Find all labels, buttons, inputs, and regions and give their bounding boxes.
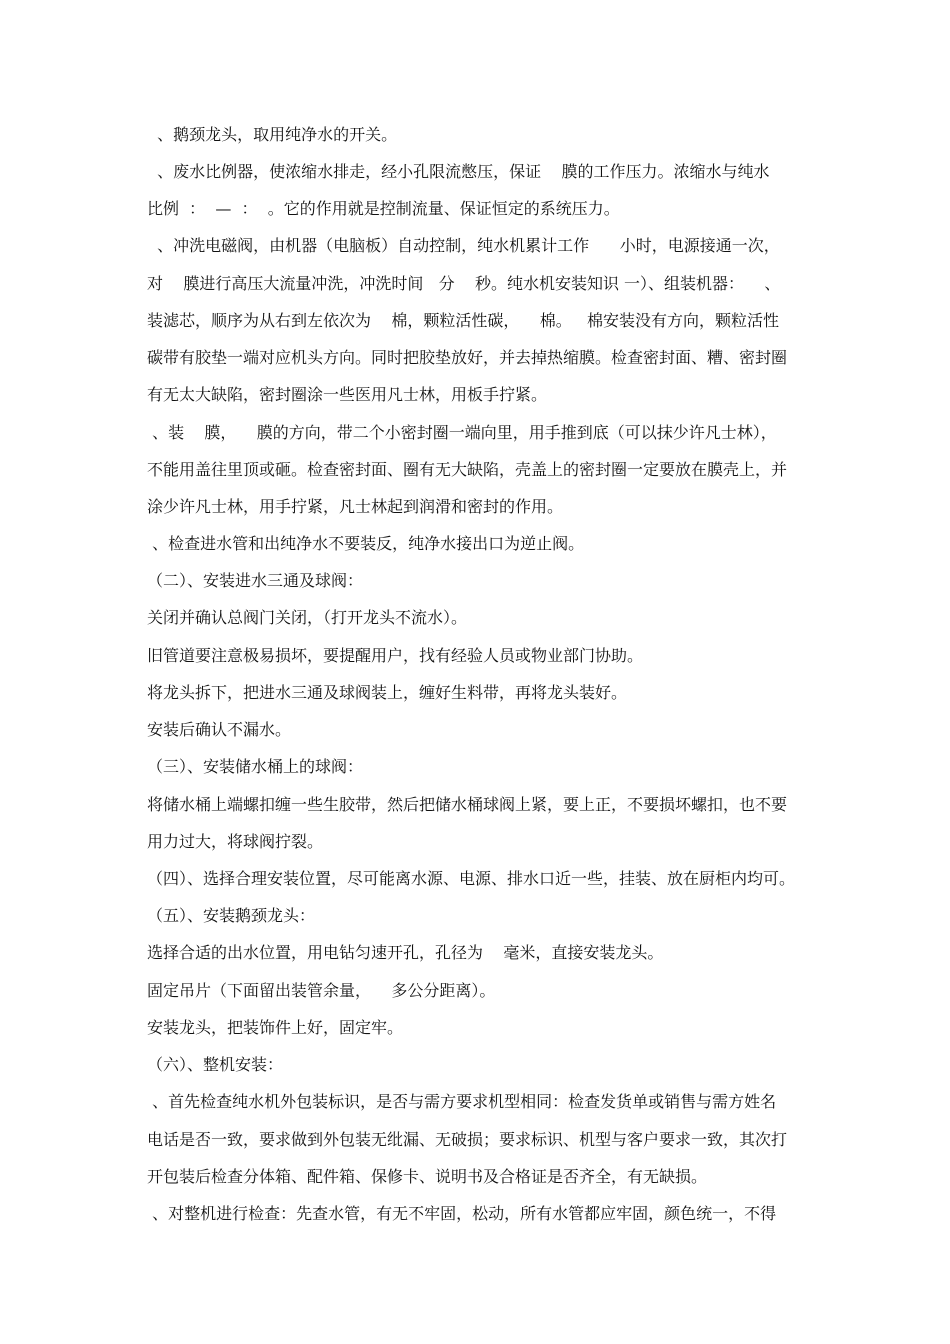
text-line: 碳带有胶垫一端对应机头方向。同时把胶垫放好，并去掉热缩膜。检查密封面、糟、密封圈 [147, 348, 788, 367]
text-line: 选择合适的出水位置，用电钻匀速开孔，孔径为 毫米，直接安装龙头。 [147, 943, 664, 962]
text-line: 、废水比例器，使浓缩水排走，经小孔限流憋压，保证 膜的工作压力。浓缩水与纯水 [147, 162, 770, 181]
text-line: 涂少许凡士林，用手拧紧，凡士林起到润滑和密封的作用。 [147, 497, 564, 516]
section-heading: （二）、安装进水三通及球阀： [147, 571, 364, 590]
text-line: 关闭并确认总阀门关闭，（打开龙头不流水）。 [147, 608, 468, 627]
text-line: 、冲洗电磁阀，由机器（电脑板）自动控制，纯水机累计工作 小时，电源接通一次， [147, 236, 780, 255]
section-heading: （五）、安装鹅颈龙头： [147, 906, 316, 925]
text-line: 安装后确认不漏水。 [147, 720, 292, 739]
text-line: 、鹅颈龙头，取用纯净水的开关。 [147, 125, 398, 144]
text-line: 装滤芯，顺序为从右到左依次为 棉，颗粒活性碳， 棉。 棉安装没有方向，颗粒活性 [147, 311, 779, 330]
text-line: 旧管道要注意极易损坏，要提醒用户，找有经验人员或物业部门协助。 [147, 646, 644, 665]
text-line: 、检查进水管和出纯净水不要装反，纯净水接出口为逆止阀。 [147, 534, 585, 553]
text-line: 固定吊片（下面留出装管余量， 多公分距离）。 [147, 981, 496, 1000]
section-heading: （三）、安装储水桶上的球阀： [147, 757, 364, 776]
text-line: 、装 膜， 膜的方向，带二个小密封圈一端向里，用手推到底（可以抹少许凡士林）， [147, 423, 777, 442]
text-line: 将储水桶上端螺扣缠一些生胶带，然后把储水桶球阀上紧，要上正，不要损坏螺扣，也不要 [147, 795, 788, 814]
text-line: 对 膜进行高压大流量冲洗，冲洗时间 分 秒。纯水机安装知识 一）、组装机器： 、 [147, 274, 781, 293]
text-line: 有无太大缺陷，密封圈涂一些医用凡士林，用板手拧紧。 [147, 385, 548, 404]
text-line: 比例 ： — ： 。它的作用就是控制流量、保证恒定的系统压力。 [147, 199, 620, 218]
text-line: 、首先检查纯水机外包装标识，是否与需方要求机型相同：检查发货单或销售与需方姓名 [147, 1092, 777, 1111]
text-line: 电话是否一致，要求做到外包装无纰漏、无破损；要求标识、机型与客户要求一致，其次打 [147, 1130, 788, 1149]
section-heading: （四）、选择合理安装位置，尽可能离水源、电源、排水口近一些，挂装、放在厨柜内均可。 [147, 869, 796, 888]
text-line: 、对整机进行检查：先查水管，有无不牢固，松动，所有水管都应牢固，颜色统一，不得 [147, 1204, 777, 1223]
text-line: 用力过大，将球阀拧裂。 [147, 832, 324, 851]
text-line: 安装龙头，把装饰件上好，固定牢。 [147, 1018, 404, 1037]
text-line: 将龙头拆下，把进水三通及球阀装上，缠好生料带，再将龙头装好。 [147, 683, 628, 702]
section-heading: （六）、整机安装： [147, 1055, 284, 1074]
text-line: 不能用盖往里顶或砸。检查密封面、圈有无大缺陷，壳盖上的密封圈一定要放在膜壳上，并 [147, 460, 788, 479]
text-line: 开包装后检查分体箱、配件箱、保修卡、说明书及合格证是否齐全，有无缺损。 [147, 1167, 708, 1186]
